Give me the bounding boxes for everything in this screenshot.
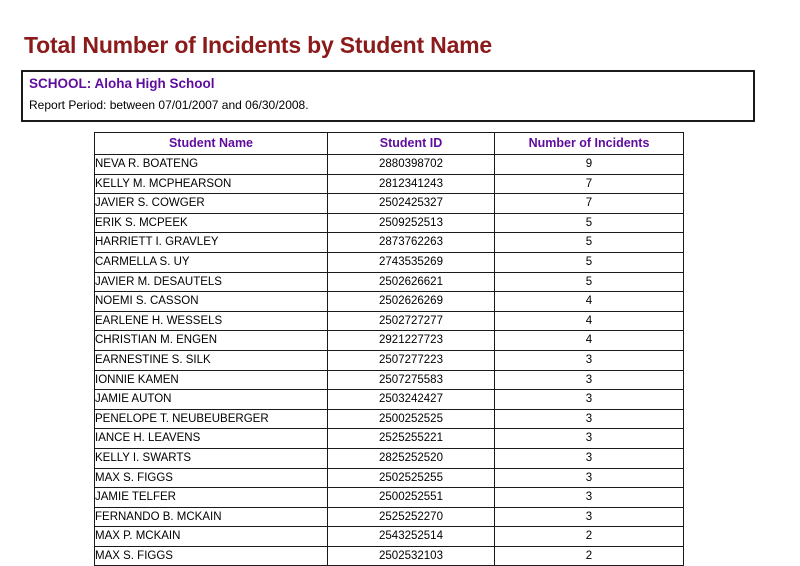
cell-student-name: HARRIETT I. GRAVLEY: [95, 233, 328, 253]
cell-student-id: 2921227723: [328, 331, 495, 351]
cell-student-id: 2880398702: [328, 155, 495, 175]
report-header-box: [21, 70, 755, 122]
cell-number-of-incidents: 3: [495, 448, 684, 468]
cell-student-id: 2525252270: [328, 507, 495, 527]
cell-student-id: 2812341243: [328, 174, 495, 194]
cell-number-of-incidents: 5: [495, 233, 684, 253]
cell-student-id: 2502425327: [328, 194, 495, 214]
cell-student-id: 2525255221: [328, 429, 495, 449]
cell-student-id: 2500252525: [328, 409, 495, 429]
column-header-student-name: Student Name: [95, 133, 328, 155]
cell-number-of-incidents: 7: [495, 194, 684, 214]
table-row: [95, 331, 684, 351]
cell-number-of-incidents: 4: [495, 311, 684, 331]
table-row: [95, 488, 684, 508]
table-row: [95, 370, 684, 390]
cell-student-name: JAVIER S. COWGER: [95, 194, 328, 214]
cell-student-name: MAX S. FIGGS: [95, 468, 328, 488]
table-row: [95, 448, 684, 468]
report-period-label: Report Period: between 07/01/2007 and 06/30/2008.: [29, 98, 309, 112]
cell-student-id: 2509252513: [328, 213, 495, 233]
table-row: [95, 390, 684, 410]
cell-number-of-incidents: 3: [495, 370, 684, 390]
table-row: [95, 213, 684, 233]
cell-student-name: EARLENE H. WESSELS: [95, 311, 328, 331]
cell-student-name: JAMIE TELFER: [95, 488, 328, 508]
cell-number-of-incidents: 4: [495, 292, 684, 312]
cell-student-id: 2543252514: [328, 527, 495, 547]
cell-number-of-incidents: 2: [495, 527, 684, 547]
cell-student-id: 2507277223: [328, 350, 495, 370]
table-body: [95, 155, 684, 566]
cell-student-id: 2500252551: [328, 488, 495, 508]
cell-student-name: EARNESTINE S. SILK: [95, 350, 328, 370]
cell-student-name: NOEMI S. CASSON: [95, 292, 328, 312]
table-row: [95, 311, 684, 331]
table-row: [95, 292, 684, 312]
cell-student-name: CHRISTIAN M. ENGEN: [95, 331, 328, 351]
table-row: [95, 252, 684, 272]
cell-student-name: ERIK S. MCPEEK: [95, 213, 328, 233]
cell-student-id: 2502532103: [328, 546, 495, 566]
cell-number-of-incidents: 5: [495, 252, 684, 272]
cell-number-of-incidents: 4: [495, 331, 684, 351]
table-row: [95, 409, 684, 429]
table-row: [95, 233, 684, 253]
cell-student-name: KELLY I. SWARTS: [95, 448, 328, 468]
school-label: SCHOOL: Aloha High School: [29, 76, 215, 91]
incidents-table-container: [94, 132, 683, 566]
cell-number-of-incidents: 2: [495, 546, 684, 566]
cell-number-of-incidents: 9: [495, 155, 684, 175]
cell-number-of-incidents: 3: [495, 390, 684, 410]
table-row: [95, 527, 684, 547]
cell-number-of-incidents: 3: [495, 350, 684, 370]
cell-student-id: 2873762263: [328, 233, 495, 253]
cell-student-id: 2503242427: [328, 390, 495, 410]
cell-student-id: 2502727277: [328, 311, 495, 331]
cell-number-of-incidents: 5: [495, 272, 684, 292]
cell-number-of-incidents: 7: [495, 174, 684, 194]
cell-number-of-incidents: 5: [495, 213, 684, 233]
column-header-number-of-incidents: Number of Incidents: [495, 133, 684, 155]
cell-student-name: JAVIER M. DESAUTELS: [95, 272, 328, 292]
cell-student-name: NEVA R. BOATENG: [95, 155, 328, 175]
cell-number-of-incidents: 3: [495, 507, 684, 527]
table-row: [95, 174, 684, 194]
cell-student-id: 2825252520: [328, 448, 495, 468]
incidents-table: [94, 132, 684, 566]
table-row: [95, 155, 684, 175]
cell-student-id: 2502525255: [328, 468, 495, 488]
table-row: [95, 194, 684, 214]
cell-student-name: MAX S. FIGGS: [95, 546, 328, 566]
page-title: Total Number of Incidents by Student Name: [24, 32, 493, 58]
table-row: [95, 429, 684, 449]
cell-student-name: MAX P. MCKAIN: [95, 527, 328, 547]
cell-student-name: JAMIE AUTON: [95, 390, 328, 410]
cell-number-of-incidents: 3: [495, 409, 684, 429]
table-row: [95, 468, 684, 488]
cell-student-name: IONNIE KAMEN: [95, 370, 328, 390]
cell-student-name: IANCE H. LEAVENS: [95, 429, 328, 449]
cell-student-id: 2502626621: [328, 272, 495, 292]
column-header-student-id: Student ID: [328, 133, 495, 155]
cell-student-name: PENELOPE T. NEUBEUBERGER: [95, 409, 328, 429]
cell-student-name: FERNANDO B. MCKAIN: [95, 507, 328, 527]
cell-number-of-incidents: 3: [495, 488, 684, 508]
cell-student-name: CARMELLA S. UY: [95, 252, 328, 272]
table-row: [95, 507, 684, 527]
cell-number-of-incidents: 3: [495, 468, 684, 488]
table-row: [95, 272, 684, 292]
cell-number-of-incidents: 3: [495, 429, 684, 449]
table-header: [95, 133, 684, 155]
table-row: [95, 350, 684, 370]
cell-student-id: 2743535269: [328, 252, 495, 272]
table-header-row: [95, 133, 684, 155]
cell-student-id: 2502626269: [328, 292, 495, 312]
table-row: [95, 546, 684, 566]
cell-student-id: 2507275583: [328, 370, 495, 390]
cell-student-name: KELLY M. MCPHEARSON: [95, 174, 328, 194]
